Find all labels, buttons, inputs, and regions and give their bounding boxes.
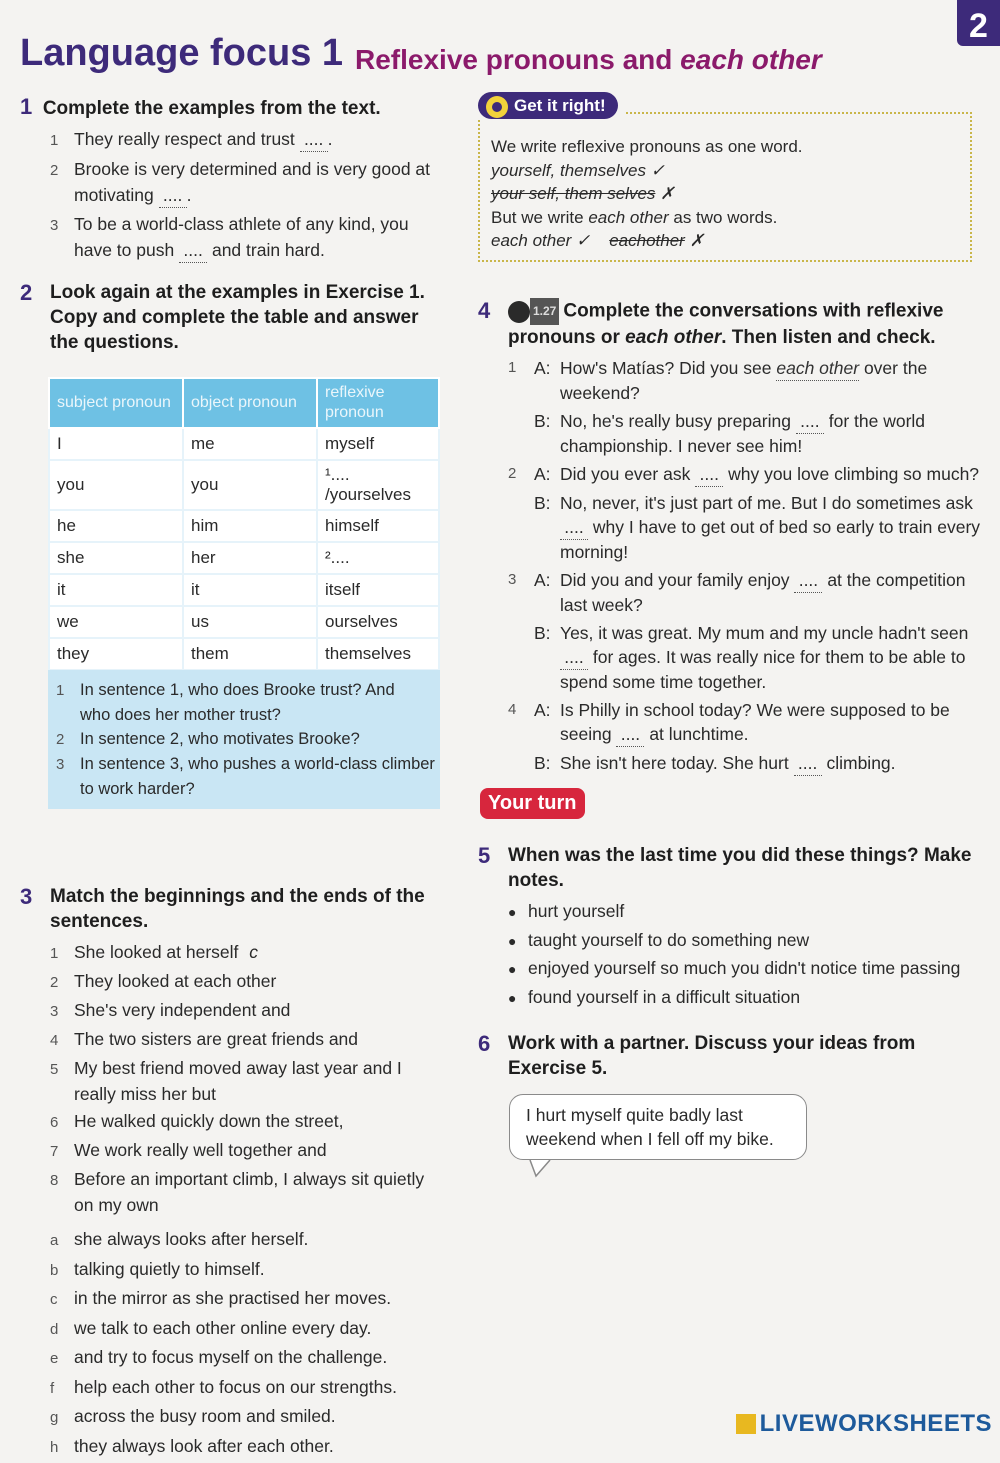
speech-bubble: I hurt myself quite badly last weekend when I fell off my bike.: [509, 1094, 807, 1160]
audio-icon[interactable]: [508, 301, 530, 323]
unit-badge: 2: [957, 0, 1000, 46]
conversation: B: No, he's really busy preparing .... for the world championship. I never see him!: [534, 411, 926, 456]
question-item: 2 In sentence 2, who motivates Brooke?: [56, 730, 360, 748]
match-ending[interactable]: c in the mirror as she practised her moves.: [50, 1288, 392, 1308]
match-beginning[interactable]: 7 We work really well together and: [50, 1140, 327, 1160]
match-ending[interactable]: d we talk to each other online every day.: [50, 1317, 372, 1338]
ex1-item: 3 To be a world-class athlete of any kind, you have to push .... and train hard.: [50, 212, 450, 263]
eye-icon: [486, 96, 508, 118]
answer-blank[interactable]: ....: [796, 409, 824, 434]
answer-blank[interactable]: ....: [695, 462, 723, 487]
pronoun-table: [48, 377, 440, 671]
conversation: 4 A: Is Philly in school today? We were supposed to be seeing .... at lunchtime.: [508, 698, 983, 747]
exercise-4: 4 1.27 Complete the conversations with reflexive pronouns or each other. Then listen and check. 1 A: How's Matías? Did you see each other over the weekend? B: No, he's really busy preparing .... for the world championship. I never see him! 2 A: Did you ever ask .... why you love climbing so much? B: No, never, it's just part of me. But I do sometimes ask .... why I have to get out of bed so early to train every morning! 3 A: Did you and your family enjoy .... at the competition last week? B: Yes, it was great. My mum and my uncle hadn't seen .... for ages. It was really nice for them to be able to spend some time together. 4 A: Is Philly in school today? We were supposed to be seeing .... at lunchtime. B: She isn't here today. She hurt .... climbing.: [478, 298, 983, 776]
table-row: he him himself: [49, 510, 439, 542]
logo-icon: [736, 1414, 756, 1434]
match-ending[interactable]: e and try to focus myself on the challenge.: [50, 1347, 388, 1367]
list-item: ● enjoyed yourself so much you didn't notice time passing: [508, 958, 961, 978]
match-beginning[interactable]: 2 They looked at each other: [50, 971, 277, 991]
answer-blank[interactable]: each other: [776, 356, 859, 381]
exercise-number: 1: [20, 94, 33, 119]
page-subtitle: Reflexive pronouns and each other: [355, 44, 822, 75]
answer-blank[interactable]: ....: [616, 722, 644, 747]
table-row: she her ²....: [49, 542, 439, 574]
answer-blank[interactable]: ¹.... /yourselves: [317, 460, 439, 510]
ex1-item: 2 Brooke is very determined and is very good at motivating .... .: [50, 157, 450, 208]
list-item: ● found yourself in a difficult situation: [508, 986, 801, 1007]
match-ending[interactable]: f help each other to focus on our strengths.: [50, 1376, 397, 1397]
answer-blank[interactable]: ²....: [317, 542, 439, 574]
exercise-3: 3 Match the beginnings and the ends of the sentences. 1 She looked at herself c 2 They looked at each other 3 She's very independent and 4 The two sisters are great friends and 5 My best friend moved away last year and I really miss her but 6 He walked quickly down the street, 7 We work really well together and 8 Before an important climb, I always sit quietly on my own a she always looks after herself. b talking quietly to himself. c in the mirror as she practised her moves. d we talk to each other online every day. e and try to focus myself on the challenge. f help each other to focus on our strengths. g across the busy room and smiled. h they always look after each other.: [20, 884, 460, 1463]
match-ending[interactable]: a she always looks after herself.: [50, 1229, 309, 1249]
match-beginning[interactable]: 3 She's very independent and: [50, 1000, 291, 1020]
liveworksheets-logo[interactable]: LIVEWORKSHEETS: [736, 1410, 992, 1438]
conversation: 1 A: How's Matías? Did you see each other over the weekend?: [508, 358, 928, 403]
exercise-1: [20, 94, 450, 263]
page-title: Language focus 1: [20, 32, 344, 74]
table-row: they them themselves: [49, 638, 439, 670]
question-box: [48, 670, 440, 809]
exercise-number: 2: [20, 280, 33, 305]
match-beginning[interactable]: 8 Before an important climb, I always sit quietly on my own: [50, 1169, 425, 1215]
answer-blank[interactable]: ....: [794, 568, 822, 593]
table-header: reflexive pronoun: [317, 378, 439, 428]
table-row: you you ¹.... /yourselves: [49, 460, 439, 510]
answer-blank[interactable]: ....: [560, 515, 588, 540]
exercise-number: 6: [478, 1031, 491, 1056]
exercise-instruction: Complete the examples from the text.: [42, 98, 381, 119]
answer-blank[interactable]: ....: [794, 751, 822, 776]
exercise-5: 5 When was the last time you did these things? Make notes. ● hurt yourself ● taught yourself to do something new ● enjoyed yourself so much you didn't notice time passing ● found yourself in a difficult situation: [478, 843, 988, 1013]
list-item: ● taught yourself to do something new: [508, 929, 810, 950]
speech-bubble-tail: [528, 1160, 558, 1180]
table-row: I me myself: [49, 428, 439, 460]
match-beginning[interactable]: 5 My best friend moved away last year and I really miss her but: [50, 1058, 402, 1104]
ex1-item: 1 They really respect and trust .... .: [50, 127, 450, 153]
match-ending[interactable]: g across the busy room and smiled.: [50, 1406, 336, 1426]
get-it-right-label: Get it right!: [478, 96, 626, 118]
question-item: 3 In sentence 3, who pushes a world-class climber to work harder?: [56, 755, 435, 798]
question-item: 1 In sentence 1, who does Brooke trust? And who does her mother trust?: [56, 681, 395, 724]
conversation: B: No, never, it's just part of me. But I do sometimes ask .... why I have to get out of bed so early to train every morning!: [534, 493, 981, 562]
table-row: it it itself: [49, 574, 439, 606]
answer-blank[interactable]: ....: [560, 645, 588, 670]
exercise-number: 3: [20, 884, 33, 909]
answer-blank[interactable]: ....: [300, 127, 328, 152]
list-item: ● hurt yourself: [508, 901, 625, 921]
answer-blank[interactable]: ....: [159, 183, 187, 208]
exercise-number: 5: [478, 843, 491, 868]
your-turn-label: Your turn: [480, 788, 585, 819]
exercise-number: 4: [478, 298, 491, 323]
exercise-6: 6 Work with a partner. Discuss your ideas from Exercise 5.: [478, 1031, 916, 1079]
exercise-2: 2 Look again at the examples in Exercise 1. Copy and complete the table and answer the questions.: [20, 280, 425, 353]
match-ending[interactable]: h they always look after each other.: [50, 1435, 334, 1456]
match-ending[interactable]: b talking quietly to himself.: [50, 1258, 265, 1279]
get-it-right-content: We write reflexive pronouns as one word. yourself, themselves ✓ your self, them selves ✗ But we write each other as two words. each other ✓ eachother ✗: [491, 137, 803, 250]
conversation: 3 A: Did you and your family enjoy .... at the competition last week?: [508, 570, 966, 615]
table-header: subject pronoun: [49, 378, 183, 428]
table-header: object pronoun: [183, 378, 317, 428]
conversation: B: Yes, it was great. My mum and my uncle hadn't seen .... for ages. It was really nice for them to be able to spend some time together.: [534, 623, 969, 692]
match-beginning[interactable]: 1 She looked at herself c: [50, 942, 259, 962]
match-beginning[interactable]: 6 He walked quickly down the street,: [50, 1111, 344, 1131]
match-answer: c: [249, 942, 259, 962]
conversation: 2 A: Did you ever ask .... why you love climbing so much?: [508, 462, 983, 487]
table-row: we us ourselves: [49, 606, 439, 638]
match-beginning[interactable]: 4 The two sisters are great friends and: [50, 1029, 359, 1049]
track-number: 1.27: [530, 298, 559, 325]
conversation: B: She isn't here today. She hurt .... climbing.: [508, 751, 983, 776]
answer-blank[interactable]: ....: [179, 238, 207, 263]
